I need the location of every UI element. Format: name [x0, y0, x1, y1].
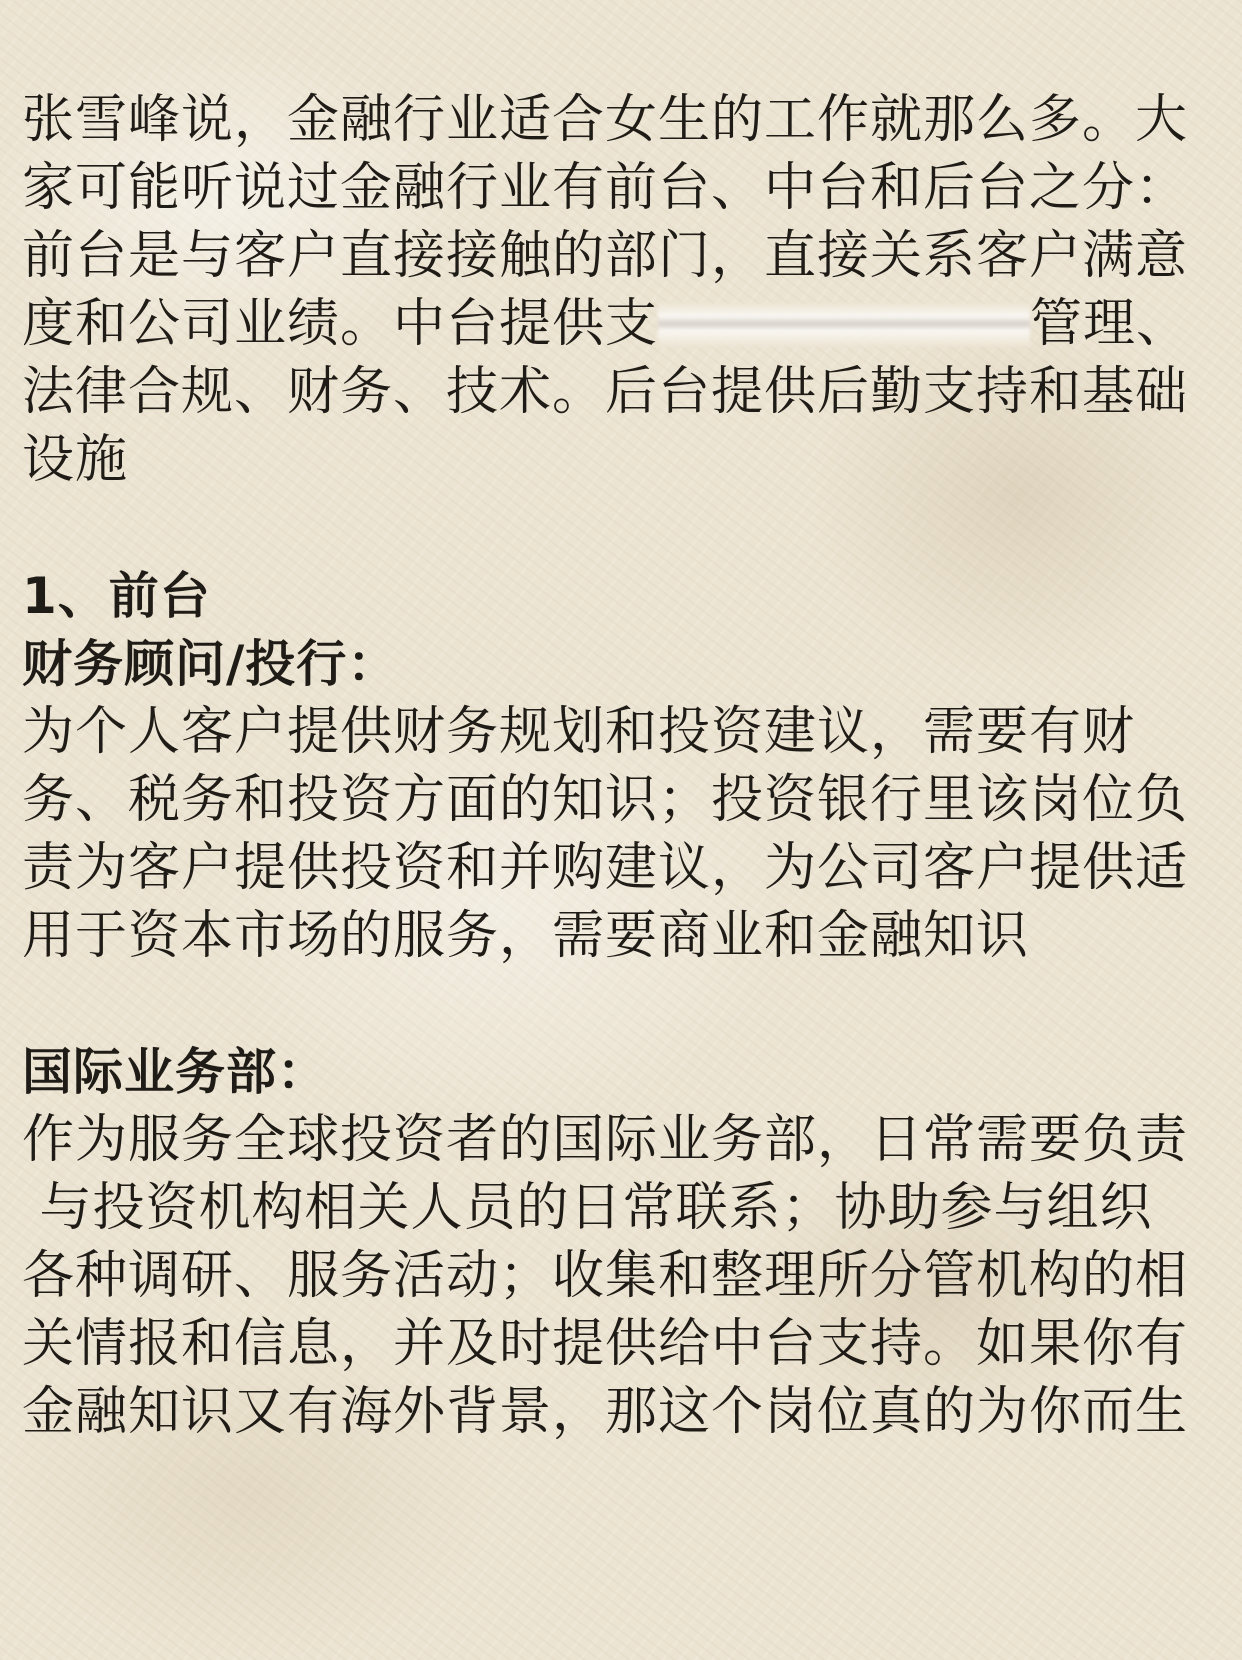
intro-line-4: [22, 290, 1222, 358]
ib-line-5: 金融知识又有海外背景，那这个岗位真的为你而生: [22, 1382, 1189, 1442]
subheading-financial-advisor: 财务顾问/投行：: [22, 635, 399, 693]
spacer: [22, 494, 1222, 562]
international-business-paragraph: [22, 1106, 1222, 1446]
intro-line-4-end: 管理、: [1030, 294, 1190, 354]
redaction-blur: [658, 303, 1030, 347]
article-body: [22, 86, 1222, 1446]
fa-line-1: 为个人客户提供财务规划和投资建议，需要有财: [22, 702, 1136, 762]
fa-line-3: 责为客户提供投资和并购建议，为公司客户提供适: [22, 838, 1189, 898]
intro-line-2: 家可能听说过金融行业有前台、中台和后台之分：: [22, 158, 1189, 218]
intro-line-5: 法律合规、财务、技术。后台提供后勤支持和基础: [22, 362, 1189, 422]
ib-line-2: 与投资机构相关人员的日常联系；协助参与组织: [22, 1178, 1153, 1238]
section-heading-front-office: 1、前台: [22, 567, 211, 625]
fa-line-2: 务、税务和投资方面的知识；投资银行里该岗位负: [22, 770, 1189, 830]
ib-line-4: 关情报和信息，并及时提供给中台支持。如果你有: [22, 1314, 1189, 1374]
spacer: [22, 970, 1222, 1038]
intro-line-4-start: 度和公司业绩。中台提供支: [22, 294, 659, 354]
fa-line-4: 用于资本市场的服务，需要商业和金融知识: [22, 906, 1030, 966]
intro-line-1: 张雪峰说，金融行业适合女生的工作就那么多。大: [22, 90, 1189, 150]
intro-line-6: 设施: [22, 430, 129, 490]
intro-paragraph: [22, 86, 1222, 494]
ib-line-1: 作为服务全球投资者的国际业务部，日常需要负责: [22, 1110, 1189, 1170]
intro-line-3: 前台是与客户直接接触的部门，直接关系客户满意: [22, 226, 1189, 286]
subheading-international-business: 国际业务部：: [22, 1043, 328, 1101]
financial-advisor-paragraph: [22, 698, 1222, 970]
ib-line-3: 各种调研、服务活动；收集和整理所分管机构的相: [22, 1246, 1189, 1306]
